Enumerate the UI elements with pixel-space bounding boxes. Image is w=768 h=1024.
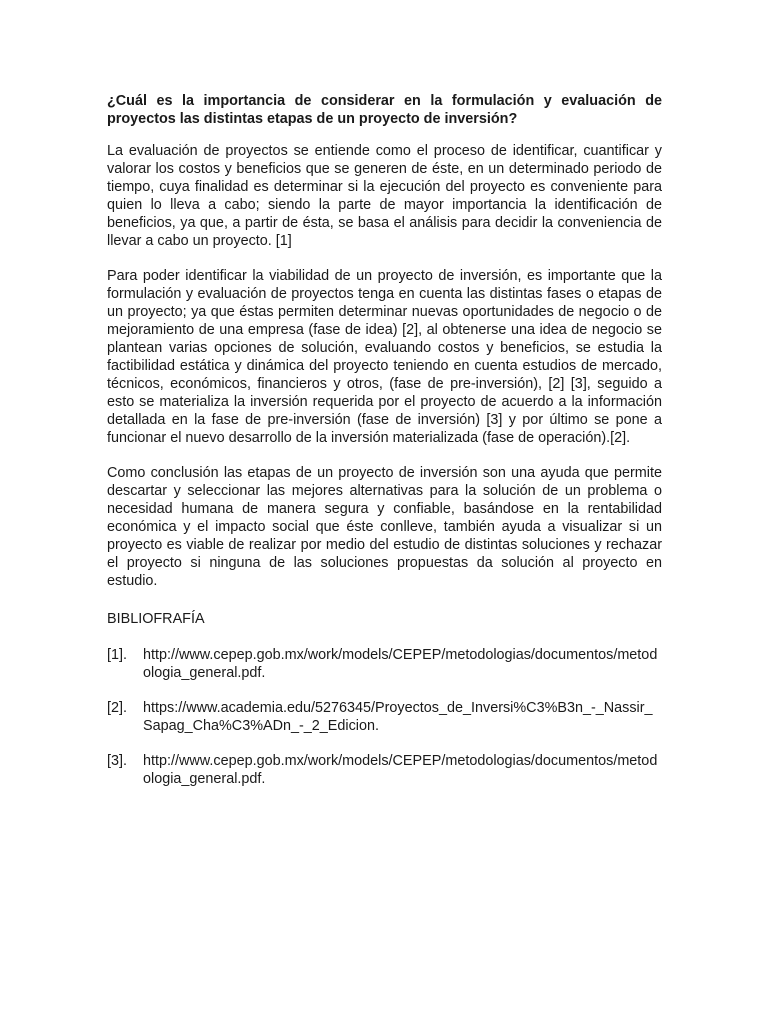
reference-number: [2]. (107, 700, 127, 716)
paragraph-viability: Para poder identificar la viabilidad de un proyecto de inversión, es importante que la formulación y evaluación de proyectos tenga en cuenta las distintas fases o etapas de un proyecto; ya que éstas permiten determinar nuevas oportunidades de negocio o de mejoramiento de una empresa (fase de idea) [2], al obtenerse una idea de negocio se plantean varias opciones de solución, evaluando costos y beneficios, se estudia la factibilidad estática y dinámica del proyecto teniendo en cuenta estudios de mercado, técnicos, económicos, financieros y otros, (fase de pre-inversión), [2] [3], seguido a esto se materializa la inversión requerida por el proyecto de acuerdo a la información detallada en la fase de pre-inversión (fase de inversión) [3] y por último se pone a funcionar el nuevo desarrollo de la inversión materializada (fase de operación).[2]. (107, 268, 662, 446)
paragraph-conclusion: Como conclusión las etapas de un proyecto de inversión son una ayuda que permite descartar y seleccionar las mejores alternativas para la solución de un problema o necesidad humana de manera segura y confiable, basándose en la rentabilidad económica y el impacto social que éste conlleve, también ayuda a visualizar si un proyecto es viable de realizar por medio del estudio de distintas soluciones y rechazar el proyecto si ninguna de las soluciones propuestas da solución al proyecto en estudio. (107, 465, 662, 589)
reference-link[interactable]: https://www.academia.edu/5276345/Proyectos_de_Inversi%C3%B3n_-_Nassir_Sapag_Cha%C3%ADn_-_2_Edicion. (143, 700, 653, 734)
reference-item-3 (107, 752, 662, 788)
reference-item-2 (107, 699, 662, 735)
bibliography-heading: BIBLIOFRAFÍA (107, 611, 205, 627)
document-page (107, 92, 662, 805)
reference-item-1 (107, 646, 662, 682)
reference-number: [3]. (107, 753, 127, 769)
reference-link[interactable]: http://www.cepep.gob.mx/work/models/CEPEP/metodologias/documentos/metodologia_general.pdf. (143, 753, 658, 787)
reference-number: [1]. (107, 647, 127, 663)
paragraph-evaluation: La evaluación de proyectos se entiende como el proceso de identificar, cuantificar y valorar los costos y beneficios que se generen de éste, en un determinado periodo de tiempo, cuya finalidad es determinar si la ejecución del proyecto es conveniente para quien lo lleva a cabo; siendo la parte de mayor importancia la identificación de beneficios, ya que, a partir de ésta, se basa el análisis para decidir la conveniencia de llevar a cabo un proyecto. [1] (107, 143, 662, 249)
reference-link[interactable]: http://www.cepep.gob.mx/work/models/CEPEP/metodologias/documentos/metodologia_general.pdf. (143, 647, 658, 681)
question-heading: ¿Cuál es la importancia de considerar en la formulación y evaluación de proyectos las distintas etapas de un proyecto de inversión? (107, 93, 662, 127)
